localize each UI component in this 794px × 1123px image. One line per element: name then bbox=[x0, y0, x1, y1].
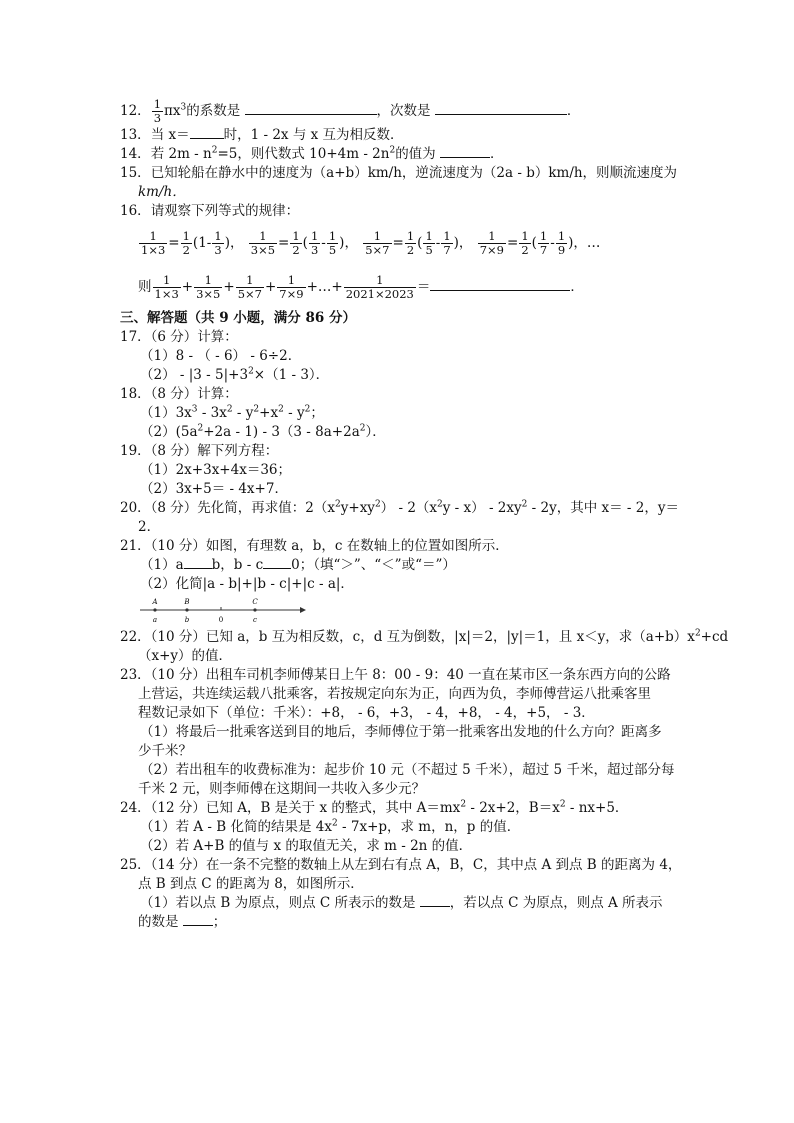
text: 20．（8 分）先化简，再求值：2（x bbox=[120, 500, 336, 516]
question-22-line2: （x+y）的值． bbox=[138, 648, 233, 664]
superscript: 3 bbox=[180, 102, 187, 113]
point-b bbox=[185, 608, 188, 611]
answer-blank[interactable] bbox=[435, 102, 567, 115]
question-23: 23．（10 分）出租车司机李师傅某日上午 8：00 - 9：40 一直在某市区一条东西方向的公路 bbox=[120, 667, 671, 683]
fraction-numerator: 1 bbox=[149, 229, 157, 243]
question-25-part-1-cont bbox=[120, 913, 680, 932]
fraction-numerator: 1 bbox=[287, 273, 296, 287]
fraction bbox=[405, 230, 416, 257]
text: +x bbox=[259, 405, 279, 421]
answer-blank[interactable] bbox=[184, 556, 212, 569]
fraction-denominator: 9 bbox=[557, 243, 566, 257]
superscript: 2 bbox=[248, 366, 254, 377]
fraction bbox=[212, 230, 223, 257]
fraction bbox=[478, 230, 506, 257]
fraction-denominator: 5 bbox=[328, 243, 337, 257]
text: - 2x+2，B＝x bbox=[466, 800, 560, 816]
question-23-line2: 上营运，共连续运载八批乘客，若按规定向东为正，向西为负，李师傅营运八批乘客里 bbox=[138, 686, 651, 702]
superscript: 2 bbox=[331, 818, 338, 829]
fraction bbox=[181, 230, 192, 257]
text: 若 2m - n bbox=[150, 146, 212, 162]
text: - 2y，其中 x＝ - 2，y＝ bbox=[527, 500, 679, 516]
fraction-denominator: 1×3 bbox=[154, 287, 179, 301]
question-23-part-1: （1）将最后一批乘客送到目的地后，李师傅位于第一批乘客出发地的什么方向？距离多 bbox=[140, 724, 662, 740]
label-zero: 0 bbox=[218, 616, 224, 624]
question-22 bbox=[120, 628, 729, 647]
text: ． bbox=[489, 146, 504, 162]
question-20 bbox=[120, 499, 680, 518]
fraction-denominator: 2 bbox=[182, 243, 190, 257]
text: （2） - |3 - 5|+3 bbox=[140, 367, 249, 383]
text: ，若以点 C 为原点，则点 A 所表示 bbox=[449, 895, 663, 911]
question-23-line3: 程数记录如下（单位：千米）：+8， - 6，+3， - 4，+8， - 4，+5， - 3． bbox=[138, 705, 595, 721]
question-17-part-1: （1）8 - （ - 6） - 6÷2． bbox=[140, 348, 302, 364]
question-23-part-1-cont: 少千米？ bbox=[138, 743, 192, 759]
text: +…+ bbox=[306, 279, 343, 295]
fraction-denominator: 3 bbox=[214, 243, 222, 257]
answer-blank[interactable] bbox=[430, 278, 570, 291]
text: … bbox=[586, 235, 601, 251]
text: y - x） - 2xy bbox=[442, 500, 522, 516]
question-18-part-1 bbox=[120, 404, 680, 423]
label-C: C bbox=[252, 598, 258, 606]
question-23-part-2: （2）若出租车的收费标准为：起步价 10 元（不超过 5 千米），超过 5 千米，超过部分每 bbox=[140, 762, 675, 778]
answer-blank[interactable] bbox=[183, 913, 213, 926]
question-15-line2 bbox=[120, 183, 680, 202]
question-19: 19．（8 分）解下列方程： bbox=[120, 443, 279, 459]
fraction-numerator: 1 bbox=[182, 229, 190, 243]
question-24-part-2: （2）若 A+B 的值与 x 的取值无关，求 m - 2n 的值． bbox=[140, 838, 473, 854]
pattern-equations: $\frac{1}{1\times 3}$ = $\frac{1}{2}$ (1- $\frac{1}{3}$ )， $\frac{1}{3\times 5}$ = $\frac{1}{2}$ ( $\frac{1}{3}$ - $\frac{1}{5}$ )， $\frac{1}{5\times 7}$ = $\frac{1}{2}$ ( $\frac{1}{5}$ - $\frac{1}{7}$ )， $\frac{1}{7\times 9}$ = $\frac{1}{2}$ ( $\frac{1}{7}$ - $\frac{1}{9}$ )，… bbox=[141, 229, 601, 257]
fraction-numerator: 1 bbox=[153, 97, 162, 111]
fraction-denominator: 3 bbox=[310, 243, 319, 257]
fraction-numerator: 1 bbox=[376, 273, 384, 287]
superscript: 2 bbox=[460, 799, 467, 810]
fraction-numerator: 1 bbox=[373, 229, 382, 243]
fraction-numerator: 1 bbox=[259, 229, 267, 243]
superscript: 2 bbox=[359, 423, 366, 434]
fraction-denominator: 2021×2023 bbox=[345, 287, 414, 301]
superscript: 3 bbox=[191, 404, 198, 415]
text: 已知轮船在静水中的速度为（a+b）km/h，逆流速度为（2a - b）km/h，则顺流速度为 bbox=[150, 165, 678, 181]
question-17-part-2 bbox=[120, 366, 680, 385]
question-number: 14． bbox=[120, 146, 151, 162]
text: 0；（填“＞”、“＜”或“＝”） bbox=[291, 557, 456, 573]
fraction-numerator: 1 bbox=[292, 229, 300, 243]
fraction bbox=[423, 230, 434, 257]
text: 当 x＝ bbox=[150, 127, 190, 143]
text: 的数是 bbox=[138, 914, 183, 930]
label-a: a bbox=[152, 616, 158, 624]
fraction-denominator: 3×5 bbox=[250, 243, 276, 257]
text: ． bbox=[566, 103, 581, 119]
fraction bbox=[277, 274, 305, 301]
question-12 bbox=[120, 96, 680, 126]
answer-blank[interactable] bbox=[190, 126, 224, 139]
question-25-line2: 点 B 到点 C 的距离为 8，如图所示． bbox=[138, 876, 364, 892]
fraction bbox=[249, 230, 277, 257]
fraction-denominator: 3 bbox=[153, 111, 162, 125]
fraction-denominator: 7 bbox=[443, 243, 451, 257]
question-25-part-1 bbox=[120, 894, 680, 913]
text: ，次数是 bbox=[376, 103, 435, 119]
fraction-denominator: 3×5 bbox=[196, 287, 221, 301]
superscript: 2 bbox=[521, 499, 528, 510]
superscript: 2 bbox=[226, 404, 233, 415]
fraction-denominator: 2 bbox=[292, 243, 300, 257]
question-21: 21．（10 分）如图，有理数 a，b，c 在数轴上的位置如图所示． bbox=[120, 538, 509, 554]
fraction-numerator: 1 bbox=[488, 229, 496, 243]
number-line-figure bbox=[120, 594, 680, 628]
fraction-numerator: 1 bbox=[443, 229, 451, 243]
pattern-sum: 则 $\frac{1}{1\times 3}$ + $\frac{1}{3\times 5}$ + $\frac{1}{5\times 7}$ + $\frac{1}{7\times 9}$ +…+ $\frac{1}{2021\times 2023}$ ＝ ． bbox=[138, 273, 584, 301]
fraction bbox=[363, 230, 391, 257]
text: - 3x bbox=[197, 405, 227, 421]
fraction-denominator: 7×9 bbox=[479, 243, 504, 257]
question-19-part-1: （1）2x+3x+4x＝36； bbox=[140, 462, 291, 478]
fraction bbox=[153, 274, 181, 301]
question-14 bbox=[120, 145, 680, 164]
fraction bbox=[519, 230, 530, 257]
superscript: 2 bbox=[253, 404, 260, 415]
fraction-numerator: 1 bbox=[521, 229, 529, 243]
question-24-part-1 bbox=[120, 818, 680, 837]
fraction-denominator: 5×7 bbox=[365, 243, 390, 257]
text: ） - 2（x bbox=[380, 500, 438, 516]
fraction bbox=[556, 230, 567, 257]
question-13 bbox=[120, 126, 680, 145]
fraction bbox=[290, 230, 301, 257]
fraction-numerator: 1 bbox=[204, 273, 212, 287]
text: - y bbox=[232, 405, 254, 421]
label-A: A bbox=[152, 598, 158, 606]
superscript: 2 bbox=[437, 499, 443, 510]
text: πx bbox=[164, 103, 181, 119]
text: 时，1 - 2x 与 x 互为相反数． bbox=[223, 127, 404, 143]
superscript: 2 bbox=[211, 145, 218, 156]
section-heading: 三、解答题（共 9 小题，满分 86 分） bbox=[120, 310, 356, 326]
question-16 bbox=[120, 202, 680, 221]
question-23-part-2-cont: 千米 2 元，则李师傅在这期间一共收入多少元？ bbox=[138, 781, 426, 797]
text: ； bbox=[212, 914, 227, 930]
question-20-line2: 2． bbox=[138, 519, 161, 535]
superscript: 2 bbox=[304, 404, 311, 415]
fraction-denominator: 7 bbox=[539, 243, 548, 257]
text: - 7x+p，求 m，n，p 的值． bbox=[337, 819, 521, 835]
text: - nx+5． bbox=[565, 800, 629, 816]
fraction bbox=[139, 230, 167, 257]
text: （1）3x bbox=[140, 405, 192, 421]
fraction-numerator: 1 bbox=[328, 229, 337, 243]
question-number: 16． bbox=[120, 203, 151, 219]
fraction bbox=[441, 230, 452, 257]
text: 的值为 bbox=[395, 146, 440, 162]
text: y+xy bbox=[340, 500, 375, 516]
fraction-numerator: 1 bbox=[557, 229, 566, 243]
superscript: 2 bbox=[197, 423, 204, 434]
superscript: 2 bbox=[694, 628, 701, 639]
question-number: 13． bbox=[120, 127, 151, 143]
arrow-icon bbox=[300, 607, 306, 613]
superscript: 2 bbox=[278, 404, 284, 415]
text: km/h． bbox=[138, 184, 186, 200]
text: 则 bbox=[138, 279, 152, 295]
text: ； bbox=[310, 405, 324, 421]
text: 22．（10 分）已知 a，b 互为相反数，c，d 互为倒数，|x|＝2，|y|＝1，且 x＜y，求（a+b）x bbox=[120, 629, 695, 645]
fraction-denominator: 5×7 bbox=[237, 287, 262, 301]
point-a bbox=[153, 608, 156, 611]
answer-blank[interactable] bbox=[245, 102, 377, 115]
question-19-part-2: （2）3x+5＝ - 4x+7． bbox=[140, 481, 288, 497]
fraction bbox=[327, 230, 338, 257]
fraction bbox=[538, 230, 549, 257]
fraction-denominator: 2 bbox=[521, 243, 529, 257]
fraction-numerator: 1 bbox=[539, 229, 548, 243]
text: （1）若 A - B 化简的结果是 4x bbox=[140, 819, 332, 835]
fraction bbox=[344, 274, 416, 301]
text: b，b - c bbox=[211, 557, 264, 573]
text: （2）(5a bbox=[140, 424, 198, 440]
text: +2a - 1) - 3（3 - 8a+2a bbox=[203, 424, 360, 440]
text: ）． bbox=[365, 424, 386, 440]
question-number: 12． bbox=[120, 103, 151, 119]
question-21-part-1 bbox=[120, 556, 680, 575]
question-18-part-2 bbox=[120, 423, 680, 442]
question-number: 15． bbox=[120, 165, 151, 181]
question-15 bbox=[120, 164, 680, 183]
fraction-numerator: 1 bbox=[214, 229, 222, 243]
superscript: 2 bbox=[374, 499, 381, 510]
fraction-numerator: 1 bbox=[310, 229, 319, 243]
answer-blank[interactable] bbox=[420, 894, 450, 907]
answer-blank[interactable] bbox=[440, 145, 490, 158]
text: - y bbox=[283, 405, 305, 421]
fraction-denominator: 2 bbox=[406, 243, 415, 257]
label-c: c bbox=[253, 616, 257, 624]
text: +cd bbox=[700, 629, 729, 645]
fraction bbox=[236, 274, 264, 301]
question-24 bbox=[120, 799, 680, 818]
text: 请观察下列等式的规律： bbox=[150, 203, 300, 219]
fraction-denominator: 7×9 bbox=[279, 287, 304, 301]
superscript: 2 bbox=[559, 799, 566, 810]
fraction-numerator: 1 bbox=[406, 229, 415, 243]
text: 的系数是 bbox=[186, 103, 245, 119]
label-B: B bbox=[184, 598, 190, 606]
fraction bbox=[152, 98, 163, 125]
point-c bbox=[253, 608, 256, 611]
fraction-denominator: 5 bbox=[425, 243, 433, 257]
superscript: 2 bbox=[389, 145, 396, 156]
superscript: 2 bbox=[335, 499, 341, 510]
text: （1）a bbox=[140, 557, 184, 573]
text: （1）若以点 B 为原点，则点 C 所表示的数是 bbox=[140, 895, 420, 911]
label-b: b bbox=[184, 616, 190, 624]
fraction-numerator: 1 bbox=[425, 229, 433, 243]
text: 1 bbox=[198, 235, 207, 251]
text: =5，则代数式 10+4m - 2n bbox=[217, 146, 390, 162]
question-25: 25．（14 分）在一条不完整的数轴上从左到右有点 A，B，C，其中点 A 到点 B 的距离为 4， bbox=[120, 857, 682, 873]
number-line bbox=[138, 594, 318, 628]
question-21-part-2: （2）化简|a - b|+|b - c|+|c - a|． bbox=[140, 576, 354, 592]
answer-blank[interactable] bbox=[263, 556, 291, 569]
question-18: 18．（8 分）计算： bbox=[120, 386, 238, 402]
text: 24．（12 分）已知 A，B 是关于 x 的整式，其中 A＝mx bbox=[120, 800, 461, 816]
exam-content bbox=[120, 96, 729, 932]
question-17: 17．（6 分）计算： bbox=[120, 329, 238, 345]
text: ×（1 - 3）． bbox=[253, 367, 330, 383]
text: ＝ bbox=[416, 279, 431, 295]
text: ． bbox=[570, 279, 584, 295]
fraction-denominator: 1×3 bbox=[141, 243, 166, 257]
fraction bbox=[194, 274, 222, 301]
fraction-numerator: 1 bbox=[162, 273, 171, 287]
fraction-numerator: 1 bbox=[246, 273, 254, 287]
fraction bbox=[309, 230, 320, 257]
